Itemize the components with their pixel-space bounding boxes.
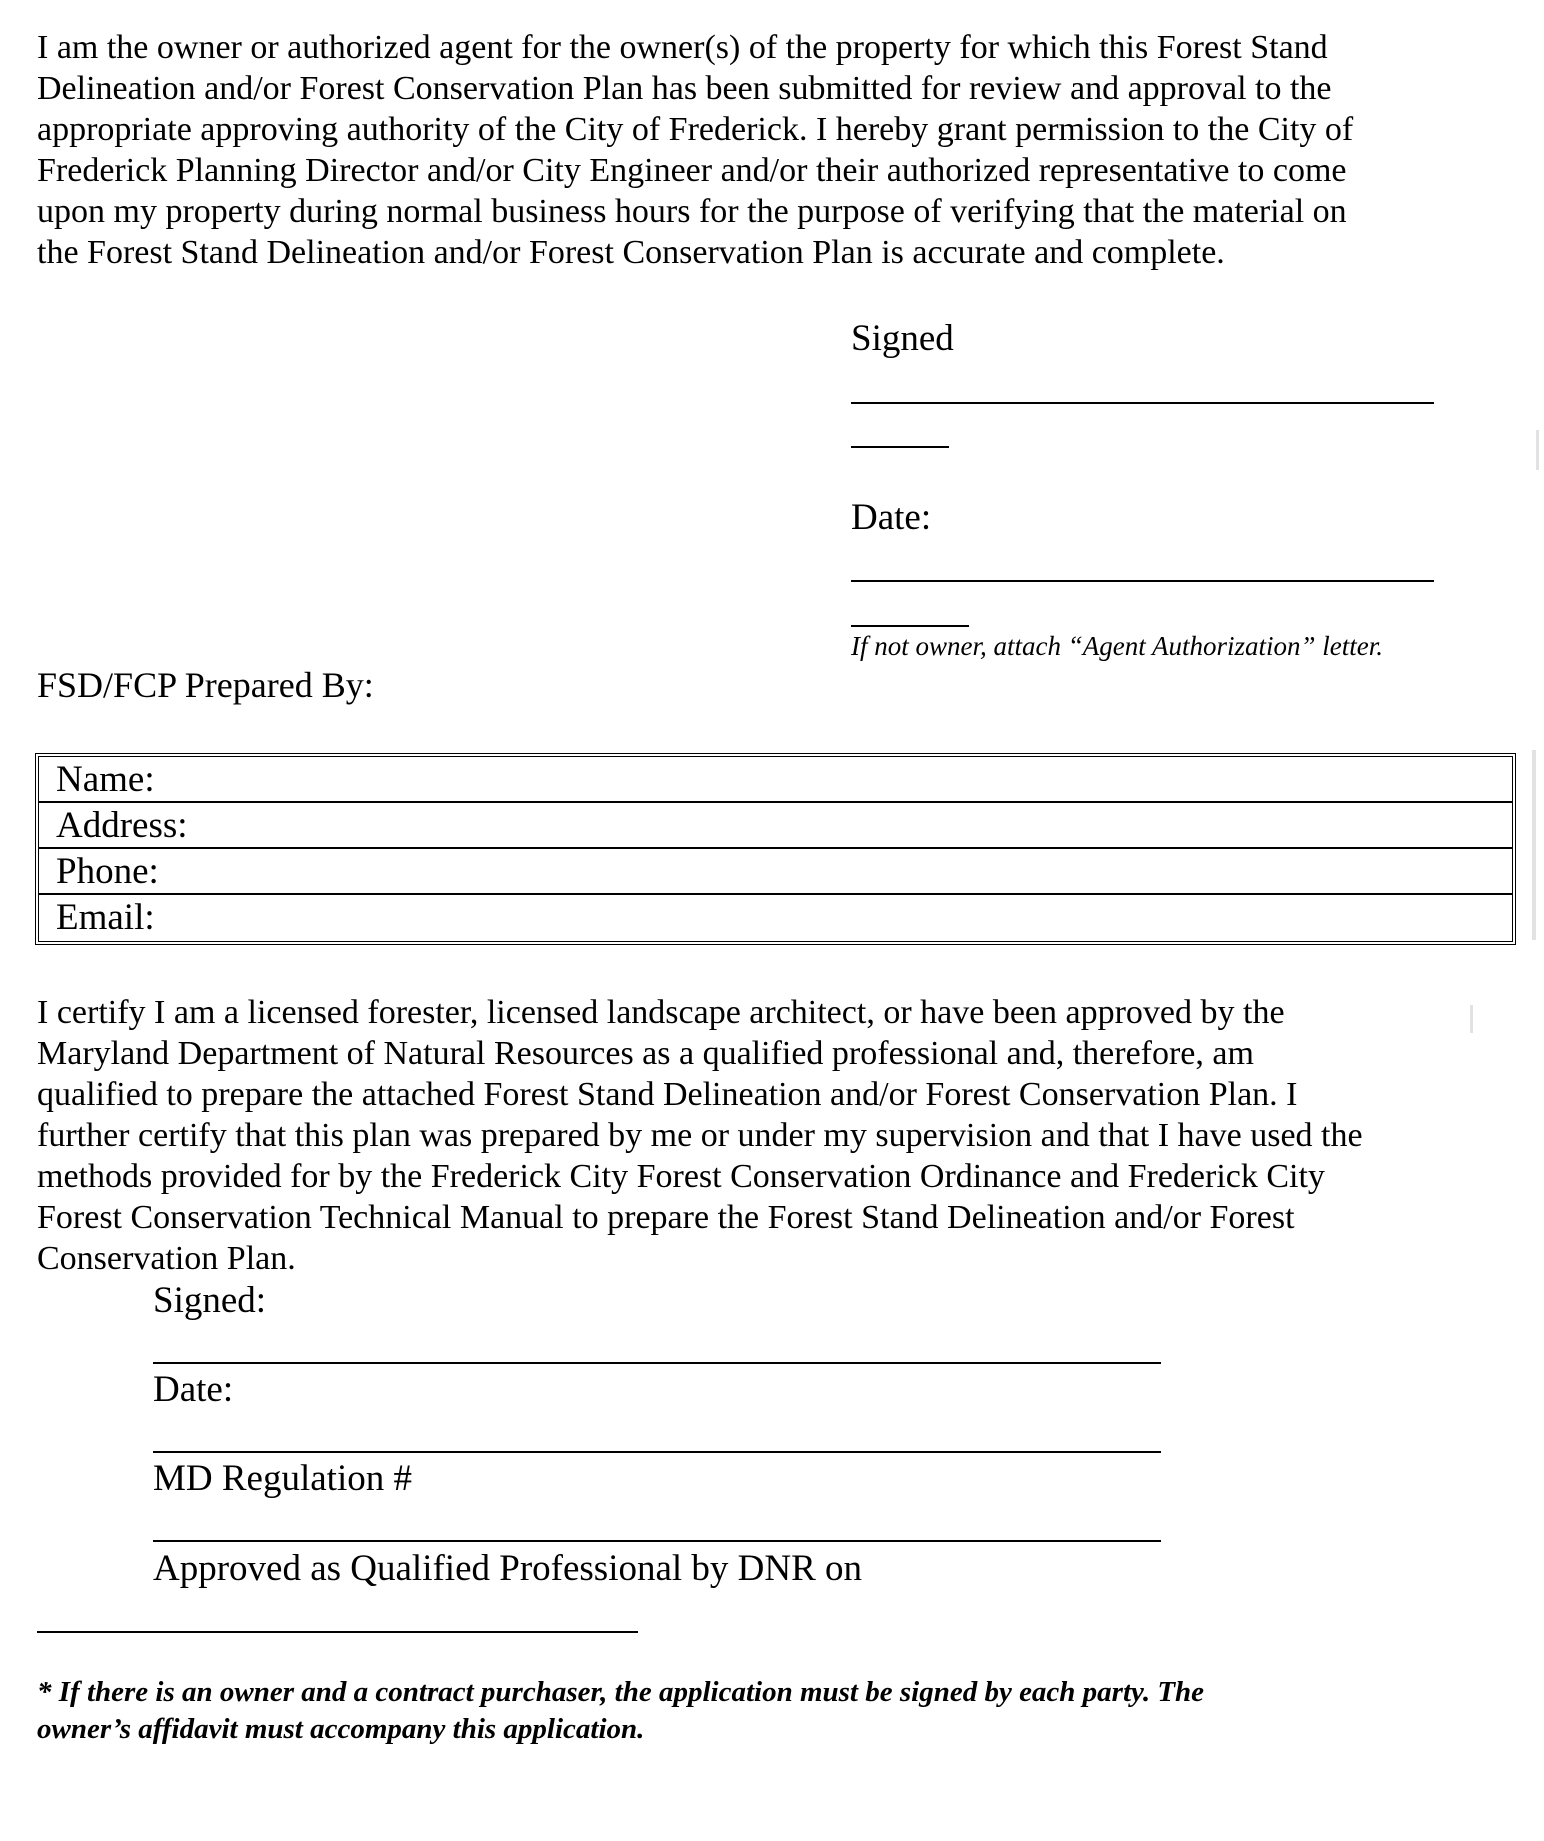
preparer-signature-line[interactable] [153, 1362, 1161, 1364]
paragraph-line: upon my property during normal business hours for the purpose of verifying that the material on [37, 193, 1347, 230]
owner-signature-line-continued[interactable] [851, 446, 949, 448]
agent-authorization-note: If not owner, attach “Agent Authorization” letter. [851, 631, 1384, 661]
scan-artifact [1532, 750, 1536, 940]
preparer-date-line[interactable] [153, 1451, 1161, 1453]
preparer-email-row[interactable] [39, 895, 1512, 941]
paragraph-line: methods provided for by the Frederick City Forest Conservation Ordinance and Frederick City [37, 1158, 1325, 1195]
paragraph-line: I am the owner or authorized agent for the owner(s) of the property for which this Forest Stand [37, 29, 1328, 66]
paragraph-line: appropriate approving authority of the City of Frederick. I hereby grant permission to the City of [37, 111, 1354, 148]
scan-artifact [1536, 430, 1539, 470]
scan-artifact [1470, 1005, 1473, 1033]
paragraph-line: the Forest Stand Delineation and/or Forest Conservation Plan is accurate and complete. [37, 234, 1225, 271]
md-regulation-label: MD Regulation # [153, 1458, 412, 1499]
footer-note-line: * If there is an owner and a contract purchaser, the application must be signed by each party. The [37, 1676, 1205, 1708]
dnr-approval-date-line[interactable] [37, 1631, 638, 1633]
certification-paragraph [37, 992, 1363, 1279]
address-label: Address: [56, 805, 188, 846]
footer-note-line: owner’s affidavit must accompany this application. [37, 1713, 645, 1745]
owner-authorization-paragraph [37, 27, 1353, 273]
owner-signature-line[interactable] [851, 402, 1434, 404]
md-regulation-line[interactable] [153, 1540, 1161, 1542]
preparer-info-table [35, 753, 1516, 945]
owner-date-line[interactable] [851, 580, 1434, 582]
name-label: Name: [56, 759, 155, 800]
owner-date-label: Date: [851, 497, 932, 538]
paragraph-line: Forest Conservation Technical Manual to prepare the Forest Stand Delineation and/or Forest [37, 1199, 1295, 1236]
preparer-heading: FSD/FCP Prepared By: [37, 665, 374, 705]
paragraph-line: Maryland Department of Natural Resources as a qualified professional and, therefore, am [37, 1035, 1254, 1072]
paragraph-line: I certify I am a licensed forester, licensed landscape architect, or have been approved by the [37, 994, 1285, 1031]
paragraph-line: qualified to prepare the attached Forest Stand Delineation and/or Forest Conservation Plan. I [37, 1076, 1298, 1113]
preparer-name-row[interactable] [39, 757, 1512, 803]
owner-signed-label: Signed [851, 318, 954, 359]
email-label: Email: [56, 897, 155, 938]
preparer-signed-label: Signed: [153, 1280, 267, 1321]
paragraph-line: Frederick Planning Director and/or City Engineer and/or their authorized representative to come [37, 152, 1347, 189]
footer-note [37, 1674, 1204, 1748]
paragraph-line: Conservation Plan. [37, 1240, 296, 1277]
paragraph-line: further certify that this plan was prepared by me or under my supervision and that I have used the [37, 1117, 1363, 1154]
dnr-approval-label: Approved as Qualified Professional by DNR on [153, 1548, 863, 1589]
preparer-address-row[interactable] [39, 803, 1512, 849]
owner-date-line-continued[interactable] [851, 625, 969, 627]
preparer-phone-row[interactable] [39, 849, 1512, 895]
phone-label: Phone: [56, 851, 159, 892]
preparer-date-label: Date: [153, 1369, 234, 1410]
paragraph-line: Delineation and/or Forest Conservation Plan has been submitted for review and approval to the [37, 70, 1332, 107]
